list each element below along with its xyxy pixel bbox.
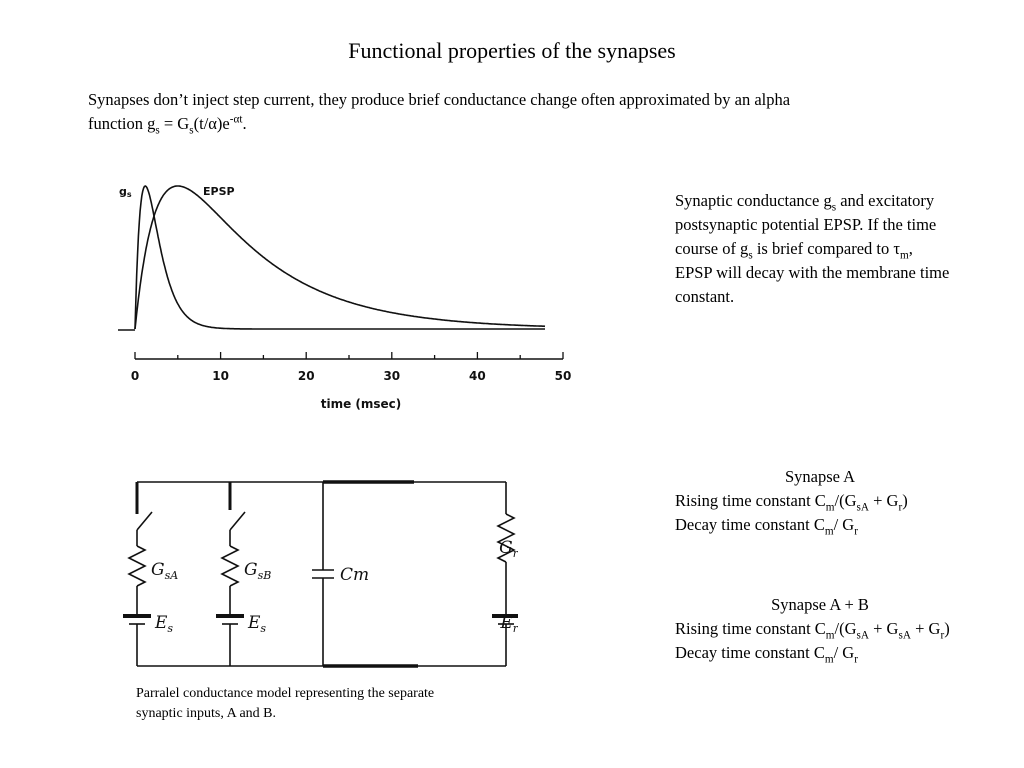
synapse-a-rising: Rising time constant $C_m/(G_{sA} + G_r)$: [675, 491, 908, 514]
synapse-a-decay: Decay time constant $C_m/$ $G_r$: [675, 515, 858, 538]
x-axis-label: time (msec): [320, 397, 402, 411]
label-cm: Cm: [340, 565, 370, 585]
x-tick-label: 40: [469, 369, 486, 383]
synapse-ab-rising: Rising time constant $C_m/(G_{sA} + G_{sA} + G_r)$: [675, 619, 950, 642]
legend-epsp-label: EPSP: [203, 185, 235, 198]
label-gsb: $G_{sB}$: [244, 560, 272, 582]
label-gsa: $G_{sA}$: [151, 560, 179, 582]
synapse-a-heading: Synapse A: [784, 467, 856, 486]
slide-title: Functional properties of the synapses: [348, 38, 676, 63]
branch-gsa: [123, 482, 152, 666]
x-tick-label: 30: [383, 369, 401, 383]
synapse-ab-heading: Synapse A + B: [771, 595, 869, 614]
gs-curve: [135, 186, 545, 329]
intro-line-2: function $g_s = G_s(t/\alpha)e^{-\alpha t}$.: [88, 113, 247, 137]
label-es-a: $E_s$: [155, 613, 174, 635]
label-er: $E_r$: [500, 613, 518, 635]
resistor-gsb: [222, 546, 238, 586]
branch-cm: [312, 482, 334, 666]
circuit-caption: Parralel conductance model representing the separate synaptic inputs, A and B.: [136, 686, 435, 721]
legend-gs-label: gs: [119, 185, 132, 199]
branch-gr: [492, 482, 518, 666]
conductance-epsp-graph: [110, 172, 580, 422]
synapse-ab-decay: Decay time constant $C_m/$ $G_r$: [675, 643, 858, 666]
intro-line-1: Synapses don’t inject step current, they produce brief conductance change often approximated by an alpha: [88, 90, 791, 109]
x-tick-label: 10: [212, 369, 229, 383]
x-tick-label: 50: [554, 369, 572, 383]
synapse-a-block: [675, 465, 965, 537]
x-tick-label: 0: [130, 369, 140, 383]
switch-b: [230, 512, 245, 530]
graph-caption: Synaptic conductance $g_s$ and excitatory postsynaptic potential EPSP. If the time course of $g_s$ is brief compared to $\tau_m$, EPSP will decay with the membrane time constant.: [675, 191, 950, 306]
branch-gsb: [216, 482, 245, 666]
switch-a: [137, 512, 152, 530]
label-es-b: $E_s$: [248, 613, 267, 635]
x-tick-label: 20: [297, 369, 315, 383]
parallel-conductance-circuit: [118, 474, 518, 674]
intro-paragraph: [88, 88, 968, 136]
resistor-gsa: [129, 546, 145, 586]
epsp-curve: [135, 186, 545, 329]
label-gr: $G_r$: [499, 538, 518, 560]
synapse-ab-block: [675, 593, 1015, 665]
